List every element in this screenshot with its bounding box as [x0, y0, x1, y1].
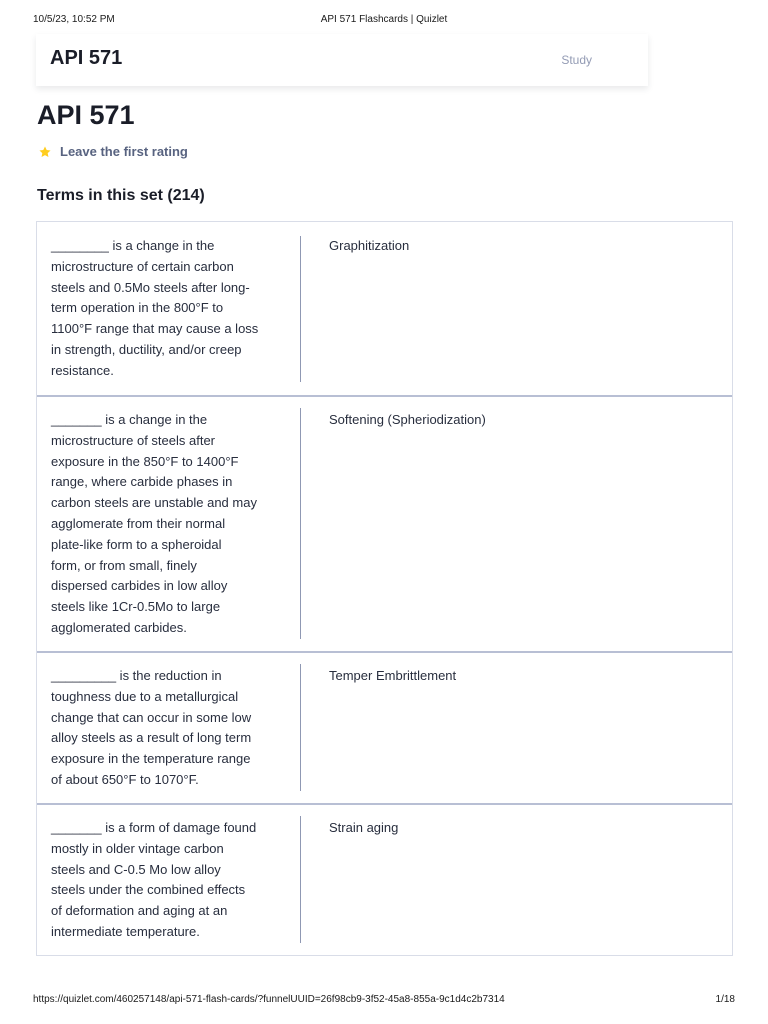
flashcard-list: [36, 221, 733, 956]
flashcard-term: _________ is the reduction in toughness due to a metallurgical change that can occur in some low alloy steels as a result of long term exposure in the temperature range of about 650°F to 1070°F.: [51, 668, 252, 787]
rating-link[interactable]: [38, 144, 188, 159]
flashcard-definition: Graphitization: [329, 238, 410, 253]
print-header: [0, 14, 768, 30]
card-divider: [300, 816, 301, 943]
print-page-number: 1/18: [715, 994, 735, 1005]
flashcard-definition: Strain aging: [329, 820, 399, 835]
study-button[interactable]: Study: [561, 53, 592, 67]
flashcard-row: [37, 803, 732, 955]
flashcard-definition: Softening (Spheriodization): [329, 412, 486, 427]
print-datetime: 10/5/23, 10:52 PM: [33, 14, 115, 25]
flashcard-term: _______ is a form of damage found mostly in older vintage carbon steels and C-0.5 Mo low alloy steels under the combined effects of deformation and aging at an intermediate temperature.: [51, 820, 257, 939]
print-document-title: API 571 Flashcards | Quizlet: [320, 14, 448, 25]
card-divider: [300, 664, 301, 791]
flashcard-row: [37, 651, 732, 803]
flashcard-term: ________ is a change in the microstructure of certain carbon steels and 0.5Mo steels after long- term operation in the 800°F to 1100°F range that may cause a loss in strength, ductility, and/or creep resistance.: [51, 238, 259, 378]
terms-heading: Terms in this set (214): [37, 187, 205, 204]
page-title: API 571: [37, 100, 135, 130]
header-set-name: API 571: [50, 47, 123, 69]
rating-text: Leave the first rating: [60, 144, 188, 159]
card-divider: [300, 408, 301, 639]
flashcard-definition: Temper Embrittlement: [329, 668, 457, 683]
card-divider: [300, 236, 301, 382]
flashcard-term: _______ is a change in the microstructure of steels after exposure in the 850°F to 1400°F range, where carbide phases in carbon steels are unstable and may agglomerate from their normal plate-like form to a spheroidal form, or from small, finely dispersed carbides in low alloy steels like 1Cr-0.5Mo to large agglomerated carbides.: [51, 412, 257, 635]
print-footer: [0, 994, 768, 1010]
flashcard-row: [37, 222, 732, 395]
sticky-set-header: [36, 34, 648, 86]
print-url: https://quizlet.com/460257148/api-571-flash-cards/?funnelUUID=26f98cb9-3f52-45a8-855a-9c1d4c2b7314: [33, 994, 505, 1005]
star-icon: [38, 145, 52, 159]
flashcard-row: [37, 395, 732, 651]
